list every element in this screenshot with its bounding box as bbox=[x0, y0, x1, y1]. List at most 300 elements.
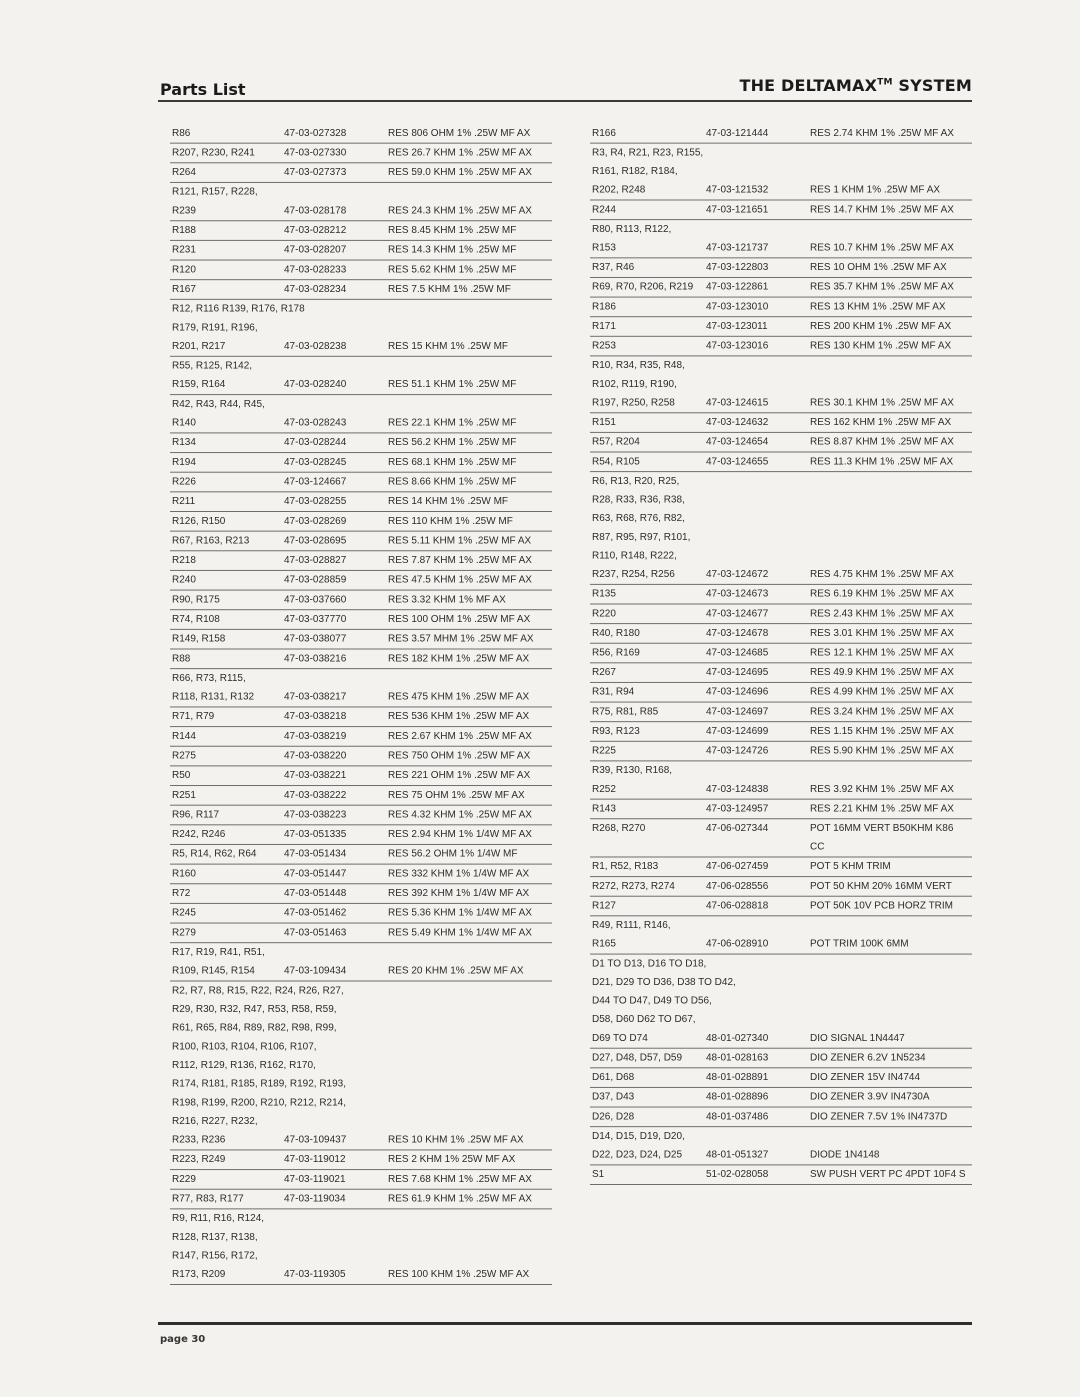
reference-designators: D58, D60 D62 TO D67, bbox=[592, 1014, 696, 1026]
description: RES 26.7 KHM 1% .25W MF AX bbox=[388, 147, 532, 159]
part-number: 47-03-124696 bbox=[706, 686, 769, 698]
description: RES 130 KHM 1% .25W MF AX bbox=[810, 340, 952, 352]
reference-designators: R29, R30, R32, R47, R53, R58, R59, bbox=[172, 1004, 337, 1015]
reference-designators: R42, R43, R44, R45, bbox=[172, 399, 265, 410]
table-row bbox=[170, 688, 552, 708]
footer-rule bbox=[158, 1322, 972, 1325]
table-row bbox=[590, 916, 972, 935]
description: RES 1 KHM 1% .25W MF AX bbox=[810, 184, 941, 196]
reference-designators: R242, R246 bbox=[172, 829, 226, 841]
table-row bbox=[590, 1088, 972, 1108]
part-number: 47-03-028827 bbox=[284, 555, 347, 567]
part-number: 47-03-122861 bbox=[706, 281, 769, 293]
part-number: 47-03-051434 bbox=[284, 848, 347, 860]
part-number bbox=[284, 1231, 388, 1244]
description bbox=[388, 984, 552, 997]
part-number bbox=[706, 841, 810, 854]
table-row bbox=[590, 220, 972, 239]
part-number: 47-03-038216 bbox=[284, 653, 347, 665]
reference-designators: R272, R273, R274 bbox=[592, 881, 675, 892]
description: RES 4.75 KHM 1% .25W MF AX bbox=[810, 569, 954, 580]
table-row bbox=[590, 356, 972, 375]
table-row bbox=[170, 1190, 552, 1210]
table-row bbox=[170, 414, 552, 434]
table-row bbox=[590, 1165, 972, 1185]
description: DIO SIGNAL 1N4447 bbox=[810, 1033, 905, 1044]
table-row bbox=[170, 280, 552, 300]
description: RES 56.2 KHM 1% .25W MF bbox=[388, 437, 517, 449]
part-number: 47-03-028233 bbox=[284, 264, 347, 276]
part-number bbox=[706, 550, 810, 563]
table-row bbox=[170, 865, 552, 885]
part-number bbox=[284, 1022, 388, 1035]
table-row bbox=[590, 452, 972, 472]
part-number: 47-03-119021 bbox=[284, 1174, 346, 1185]
reference-designators: R39, R130, R168, bbox=[592, 765, 673, 777]
part-number: 47-03-124632 bbox=[706, 417, 769, 428]
part-number: 47-03-051463 bbox=[284, 927, 347, 939]
table-row bbox=[170, 551, 552, 571]
reference-designators: R128, R137, R138, bbox=[172, 1231, 258, 1243]
part-number: 47-03-051448 bbox=[284, 888, 347, 899]
description: RES 750 OHM 1% .25W MF AX bbox=[388, 750, 531, 762]
part-number: 47-03-109434 bbox=[284, 965, 347, 977]
description: RES 7.5 KHM 1% .25W MF bbox=[388, 284, 511, 295]
reference-designators: R223, R249 bbox=[172, 1154, 226, 1166]
table-row bbox=[170, 453, 552, 473]
part-number: 47-03-121444 bbox=[706, 127, 769, 139]
part-number: 47-03-124673 bbox=[706, 588, 769, 600]
reference-designators: R160 bbox=[172, 868, 196, 880]
table-row bbox=[590, 935, 972, 955]
table-row bbox=[590, 742, 972, 762]
description: RES 200 KHM 1% .25W MF AX bbox=[810, 321, 952, 332]
part-number: 47-03-121532 bbox=[706, 184, 769, 196]
part-number: 47-03-124678 bbox=[706, 628, 769, 639]
part-number: 47-03-028244 bbox=[284, 437, 347, 449]
table-row bbox=[590, 472, 972, 491]
part-number: 47-03-121737 bbox=[706, 242, 769, 254]
description bbox=[810, 919, 972, 932]
table-row bbox=[170, 1228, 552, 1247]
reference-designators: R161, R182, R184, bbox=[592, 166, 678, 177]
table-row bbox=[590, 624, 972, 644]
reference-designators: R77, R83, R177 bbox=[172, 1193, 244, 1205]
table-row bbox=[590, 703, 972, 723]
reference-designators: R165 bbox=[592, 938, 616, 950]
description bbox=[810, 995, 972, 1008]
description: RES 10 KHM 1% .25W MF AX bbox=[388, 1134, 524, 1146]
description: RES 10 OHM 1% .25W MF AX bbox=[810, 262, 947, 274]
description bbox=[810, 958, 972, 971]
table-row bbox=[170, 375, 552, 395]
part-number: 47-06-028818 bbox=[706, 900, 769, 912]
table-row bbox=[170, 747, 552, 767]
description bbox=[388, 1231, 552, 1244]
table-row bbox=[170, 766, 552, 786]
table-row bbox=[170, 1209, 552, 1228]
table-row bbox=[170, 845, 552, 865]
table-row bbox=[590, 124, 972, 144]
part-number bbox=[284, 1078, 388, 1091]
table-row bbox=[170, 221, 552, 241]
reference-designators: D61, D68 bbox=[592, 1072, 635, 1084]
table-row bbox=[590, 239, 972, 259]
table-row bbox=[170, 1131, 552, 1151]
description bbox=[810, 165, 972, 178]
description: POT 50K 10V PCB HORZ TRIM bbox=[810, 900, 954, 912]
table-row bbox=[170, 884, 552, 904]
description: RES 475 KHM 1% .25W MF AX bbox=[388, 691, 530, 703]
part-number: 47-03-119034 bbox=[284, 1193, 346, 1205]
part-number bbox=[706, 378, 810, 391]
table-row bbox=[170, 943, 552, 962]
part-number bbox=[284, 1059, 388, 1072]
table-row bbox=[170, 1000, 552, 1019]
table-row bbox=[170, 649, 552, 669]
part-number: 47-03-051447 bbox=[284, 868, 347, 880]
description bbox=[810, 976, 972, 989]
part-number: 47-03-124672 bbox=[706, 569, 769, 580]
table-row bbox=[590, 337, 972, 357]
description: DIO ZENER 15V IN4744 bbox=[810, 1072, 921, 1084]
table-row bbox=[590, 761, 972, 780]
description: RES 4.32 KHM 1% .25W MF AX bbox=[388, 809, 532, 821]
description bbox=[810, 764, 972, 777]
table-row bbox=[170, 707, 552, 727]
description: RES 110 KHM 1% .25W MF bbox=[388, 515, 513, 527]
description: RES 15 KHM 1% .25W MF bbox=[388, 341, 509, 352]
part-number: 47-03-027373 bbox=[284, 167, 347, 179]
reference-designators: R67, R163, R213 bbox=[172, 535, 250, 547]
part-number: 47-03-124695 bbox=[706, 667, 769, 679]
description: RES 5.36 KHM 1% 1/4W MF AX bbox=[388, 907, 532, 919]
table-row bbox=[170, 1056, 552, 1075]
table-row bbox=[590, 491, 972, 510]
table-row bbox=[170, 261, 552, 281]
part-number bbox=[706, 1013, 810, 1026]
table-row bbox=[170, 962, 552, 982]
part-number bbox=[284, 1212, 388, 1225]
reference-designators: R245 bbox=[172, 907, 196, 919]
description: RES 7.87 KHM 1% .25W MF AX bbox=[388, 555, 532, 567]
reference-designators: R109, R145, R154 bbox=[172, 965, 255, 977]
part-number: 47-03-028240 bbox=[284, 379, 347, 391]
table-row bbox=[590, 604, 972, 624]
reference-designators: D44 TO D47, D49 TO D56, bbox=[592, 995, 712, 1007]
reference-designators: R186 bbox=[592, 301, 616, 313]
table-row bbox=[170, 1247, 552, 1266]
part-number bbox=[706, 958, 810, 971]
description: RES 35.7 KHM 1% .25W MF AX bbox=[810, 281, 954, 293]
table-row bbox=[590, 838, 972, 858]
reference-designators: R207, R230, R241 bbox=[172, 147, 255, 159]
reference-designators: R31, R94 bbox=[592, 686, 635, 698]
reference-designators: R179, R191, R196, bbox=[172, 322, 258, 334]
part-number: 51-02-028058 bbox=[706, 1169, 769, 1181]
table-row bbox=[590, 644, 972, 664]
description: RES 536 KHM 1% .25W MF AX bbox=[388, 711, 530, 723]
part-number bbox=[284, 1096, 388, 1109]
part-number bbox=[284, 1040, 388, 1053]
description: RES 30.1 KHM 1% .25W MF AX bbox=[810, 397, 954, 409]
description: RES 5.49 KHM 1% 1/4W MF AX bbox=[388, 927, 532, 939]
description: RES 392 KHM 1% 1/4W MF AX bbox=[388, 888, 530, 899]
reference-designators: R198, R199, R200, R210, R212, R214, bbox=[172, 1097, 346, 1109]
reference-designators: R80, R113, R122, bbox=[592, 224, 672, 235]
reference-designators: R71, R79 bbox=[172, 711, 215, 723]
reference-designators: R251 bbox=[172, 789, 196, 801]
table-row bbox=[590, 973, 972, 992]
description: RES 7.68 KHM 1% .25W MF AX bbox=[388, 1174, 532, 1185]
reference-designators: R237, R254, R256 bbox=[592, 569, 675, 580]
part-number: 47-03-027328 bbox=[284, 127, 347, 139]
part-number bbox=[706, 531, 810, 544]
part-number bbox=[284, 321, 388, 334]
reference-designators: S1 bbox=[592, 1169, 605, 1181]
table-row bbox=[170, 1112, 552, 1131]
table-row bbox=[590, 897, 972, 917]
table-row bbox=[590, 162, 972, 181]
table-row bbox=[590, 992, 972, 1011]
part-number bbox=[706, 494, 810, 507]
reference-designators: R49, R111, R146, bbox=[592, 920, 671, 932]
reference-designators: R87, R95, R97, R101, bbox=[592, 531, 691, 543]
part-number: 47-03-124615 bbox=[706, 397, 769, 409]
part-number: 47-03-124838 bbox=[706, 783, 769, 795]
reference-designators: R264 bbox=[172, 167, 196, 179]
reference-designators: R173, R209 bbox=[172, 1269, 226, 1281]
description: CC bbox=[810, 841, 825, 853]
description: RES 100 OHM 1% .25W MF AX bbox=[388, 614, 531, 625]
description: RES 8.87 KHM 1% .25W MF AX bbox=[810, 436, 954, 448]
reference-designators: R149, R158 bbox=[172, 633, 226, 645]
part-number bbox=[706, 919, 810, 932]
description: RES 24.3 KHM 1% .25W MF AX bbox=[388, 205, 532, 217]
reference-designators: R147, R156, R172, bbox=[172, 1250, 258, 1262]
reference-designators: R253 bbox=[592, 340, 616, 352]
reference-designators: R40, R180 bbox=[592, 628, 640, 639]
part-number: 47-03-028234 bbox=[284, 284, 347, 295]
part-number bbox=[284, 186, 388, 199]
header-rule bbox=[158, 100, 972, 102]
table-row bbox=[170, 981, 552, 1000]
description bbox=[810, 378, 972, 391]
description: RES 6.19 KHM 1% .25W MF AX bbox=[810, 588, 954, 600]
description: POT 16MM VERT B50KHM K86 bbox=[810, 823, 954, 834]
part-number: 47-03-028269 bbox=[284, 515, 347, 527]
reference-designators: R37, R46 bbox=[592, 262, 635, 274]
description: RES 20 KHM 1% .25W MF AX bbox=[388, 965, 524, 977]
description: RES 68.1 KHM 1% .25W MF bbox=[388, 456, 517, 468]
part-number: 47-03-028859 bbox=[284, 574, 347, 586]
reference-designators: R69, R70, R206, R219 bbox=[592, 281, 694, 293]
reference-designators: D21, D29 TO D36, D38 TO D42, bbox=[592, 977, 736, 988]
reference-designators: R240 bbox=[172, 574, 196, 586]
part-number bbox=[284, 1003, 388, 1016]
part-number: 47-03-119012 bbox=[284, 1154, 346, 1166]
reference-designators: R50 bbox=[172, 770, 191, 782]
description: RES 14.3 KHM 1% .25W MF bbox=[388, 244, 517, 256]
description: RES 5.11 KHM 1% .25W MF AX bbox=[388, 535, 532, 547]
table-row bbox=[590, 433, 972, 453]
table-row bbox=[590, 955, 972, 974]
reference-designators: R102, R119, R190, bbox=[592, 378, 677, 390]
description bbox=[810, 223, 972, 236]
part-number bbox=[284, 360, 388, 373]
description: RES 182 KHM 1% .25W MF AX bbox=[388, 653, 530, 665]
description: RES 8.45 KHM 1% .25W MF bbox=[388, 225, 517, 236]
table-row bbox=[590, 1108, 972, 1128]
table-row bbox=[590, 780, 972, 800]
part-number: 47-03-124654 bbox=[706, 436, 769, 448]
reference-designators: D69 TO D74 bbox=[592, 1033, 648, 1044]
table-row bbox=[170, 1019, 552, 1038]
reference-designators: R267 bbox=[592, 667, 616, 679]
table-row bbox=[170, 532, 552, 552]
reference-designators: R188 bbox=[172, 225, 196, 236]
description bbox=[388, 1059, 552, 1072]
part-number: 47-03-037660 bbox=[284, 594, 347, 606]
reference-designators: R143 bbox=[592, 803, 616, 815]
reference-designators: R197, R250, R258 bbox=[592, 397, 675, 409]
part-number: 47-03-038077 bbox=[284, 633, 347, 645]
reference-designators: R226 bbox=[172, 476, 196, 488]
table-row bbox=[590, 857, 972, 877]
description bbox=[810, 1013, 972, 1026]
description: RES 3.24 KHM 1% .25W MF AX bbox=[810, 706, 954, 718]
description: RES 162 KHM 1% .25W MF AX bbox=[810, 417, 952, 428]
description: RES 806 OHM 1% .25W MF AX bbox=[388, 127, 531, 139]
table-row bbox=[590, 413, 972, 433]
table-row bbox=[170, 630, 552, 650]
part-number: 47-03-124957 bbox=[706, 803, 769, 815]
description: RES 47.5 KHM 1% .25W MF AX bbox=[388, 574, 532, 586]
part-number: 47-03-038217 bbox=[284, 691, 347, 703]
reference-designators: D22, D23, D24, D25 bbox=[592, 1149, 683, 1161]
part-number: 48-01-037486 bbox=[706, 1111, 769, 1123]
description: RES 4.99 KHM 1% .25W MF AX bbox=[810, 686, 954, 698]
reference-designators: R9, R11, R16, R124, bbox=[172, 1213, 265, 1225]
description: RES 2.74 KHM 1% .25W MF AX bbox=[810, 127, 954, 139]
part-number bbox=[706, 165, 810, 178]
part-number: 47-03-051335 bbox=[284, 829, 347, 841]
reference-designators: R72 bbox=[172, 888, 191, 899]
description: RES 12.1 KHM 1% .25W MF AX bbox=[810, 647, 954, 659]
part-number bbox=[706, 976, 810, 989]
part-number: 47-03-038221 bbox=[284, 770, 347, 782]
reference-designators: R96, R117 bbox=[172, 809, 220, 821]
description bbox=[388, 1250, 552, 1263]
description bbox=[388, 946, 552, 959]
table-row bbox=[170, 591, 552, 611]
table-row bbox=[590, 375, 972, 394]
reference-designators: R275 bbox=[172, 750, 196, 762]
reference-designators: R118, R131, R132 bbox=[172, 691, 255, 703]
table-row bbox=[170, 1150, 552, 1170]
description: RES 8.66 KHM 1% .25W MF bbox=[388, 476, 517, 488]
description: DIODE 1N4148 bbox=[810, 1149, 880, 1161]
description bbox=[810, 359, 972, 372]
table-row bbox=[590, 663, 972, 683]
reference-designators: R6, R13, R20, R25, bbox=[592, 476, 680, 487]
reference-designators: R75, R81, R85 bbox=[592, 706, 659, 718]
reference-designators: R93, R123 bbox=[592, 726, 640, 737]
reference-designators: R218 bbox=[172, 555, 196, 567]
part-number: 47-03-028243 bbox=[284, 417, 347, 429]
part-number: 47-03-038223 bbox=[284, 809, 347, 821]
description: POT TRIM 100K 6MM bbox=[810, 938, 909, 950]
part-number bbox=[706, 764, 810, 777]
description bbox=[810, 475, 972, 488]
part-number bbox=[706, 223, 810, 236]
part-number: 47-03-119305 bbox=[284, 1269, 346, 1281]
system-name: THE DELTAMAX bbox=[739, 76, 878, 95]
table-row bbox=[590, 278, 972, 298]
description bbox=[810, 531, 972, 544]
table-row bbox=[170, 395, 552, 414]
part-number: 47-03-124655 bbox=[706, 456, 769, 468]
part-number: 47-03-028695 bbox=[284, 535, 347, 547]
reference-designators: R225 bbox=[592, 745, 616, 757]
trademark-mark: TM bbox=[877, 77, 893, 88]
table-row bbox=[170, 433, 552, 453]
table-row bbox=[170, 1075, 552, 1094]
table-row bbox=[170, 318, 552, 337]
table-row bbox=[170, 202, 552, 222]
description: RES 221 OHM 1% .25W MF AX bbox=[388, 770, 531, 782]
description bbox=[388, 1115, 552, 1128]
description: RES 2.43 KHM 1% .25W MF AX bbox=[810, 608, 954, 620]
table-row bbox=[590, 1068, 972, 1088]
reference-designators: R167 bbox=[172, 284, 196, 295]
table-row bbox=[170, 825, 552, 845]
part-number: 47-06-028556 bbox=[706, 881, 769, 892]
part-number: 48-01-028896 bbox=[706, 1091, 769, 1103]
reference-designators: R233, R236 bbox=[172, 1134, 226, 1146]
table-row bbox=[590, 722, 972, 742]
part-number bbox=[284, 1250, 388, 1263]
part-number bbox=[284, 672, 388, 685]
description bbox=[388, 1096, 552, 1109]
table-row bbox=[590, 528, 972, 547]
description bbox=[388, 1003, 552, 1016]
part-number: 47-03-038219 bbox=[284, 731, 347, 742]
reference-designators: R252 bbox=[592, 783, 616, 795]
reference-designators: R244 bbox=[592, 204, 616, 216]
table-row bbox=[170, 727, 552, 747]
table-row bbox=[170, 571, 552, 591]
reference-designators: R268, R270 bbox=[592, 823, 646, 834]
reference-designators: R17, R19, R41, R51, bbox=[172, 947, 265, 958]
system-suffix: SYSTEM bbox=[892, 76, 972, 95]
description: RES 1.15 KHM 1% .25W MF AX bbox=[810, 726, 954, 737]
description: POT 5 KHM TRIM bbox=[810, 861, 891, 873]
reference-designators: D26, D28 bbox=[592, 1111, 635, 1123]
table-row bbox=[590, 547, 972, 566]
part-number: 47-03-124685 bbox=[706, 647, 769, 659]
reference-designators: R174, R181, R185, R189, R192, R193, bbox=[172, 1078, 346, 1090]
reference-designators: R153 bbox=[592, 242, 616, 254]
part-number bbox=[284, 303, 388, 316]
reference-designators: R86 bbox=[172, 127, 191, 139]
reference-designators: R66, R73, R115, bbox=[172, 673, 246, 684]
table-row bbox=[170, 512, 552, 532]
description: RES 3.57 MHM 1% .25W MF AX bbox=[388, 633, 534, 645]
part-number: 47-06-028910 bbox=[706, 938, 769, 950]
part-number: 47-03-123016 bbox=[706, 340, 769, 352]
part-number bbox=[706, 475, 810, 488]
